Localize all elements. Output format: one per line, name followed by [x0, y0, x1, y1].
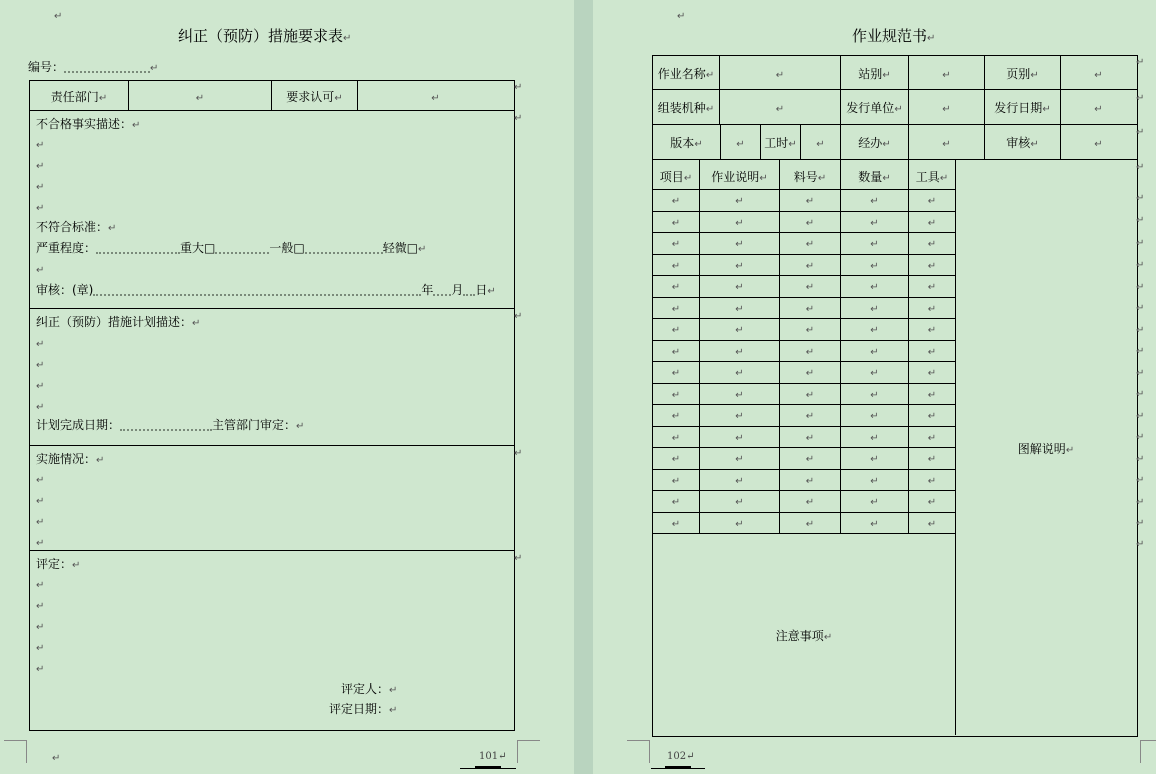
table-cell[interactable]: ↵: [805, 411, 815, 422]
severity-major-checkbox[interactable]: 重大□: [180, 241, 216, 255]
table-cell[interactable]: ↵: [735, 196, 744, 207]
table-cell[interactable]: ↵: [671, 217, 681, 229]
table-cell[interactable]: ↵: [870, 518, 879, 530]
table-cell[interactable]: ↵: [735, 282, 744, 293]
work-hours-label: 工时↵: [764, 136, 797, 150]
model-label: 组装机种↵: [657, 101, 715, 115]
table-cell[interactable]: ↵: [671, 432, 681, 444]
severity-minor-checkbox[interactable]: 轻微□: [382, 241, 419, 255]
spec-title: 作业规范书↵: [852, 27, 936, 45]
station-value[interactable]: ↵: [942, 70, 951, 81]
table-cell[interactable]: ↵: [735, 389, 744, 401]
issue-date-label: 发行日期↵: [994, 101, 1051, 115]
op-name-value[interactable]: ↵: [775, 70, 785, 81]
table-cell[interactable]: ↵: [735, 239, 744, 250]
table-cell[interactable]: ↵: [735, 368, 744, 379]
issue-unit-value[interactable]: ↵: [942, 104, 951, 115]
table-cell[interactable]: ↵: [927, 475, 937, 487]
issue-unit-label: 发行单位↵: [846, 101, 903, 115]
col-desc-header: 作业说明↵: [711, 170, 768, 184]
table-cell[interactable]: ↵: [927, 411, 937, 422]
table-cell[interactable]: ↵: [805, 217, 815, 229]
review-row: 审核：(章) 年 月 日↵: [36, 283, 496, 297]
responsible-dept-label: 责任部门↵: [50, 90, 108, 104]
table-cell[interactable]: ↵: [805, 368, 815, 379]
station-label: 站别↵: [858, 67, 891, 81]
table-cell[interactable]: ↵: [735, 346, 744, 358]
table-cell[interactable]: ↵: [870, 368, 879, 379]
table-cell[interactable]: ↵: [735, 475, 744, 487]
model-value[interactable]: ↵: [775, 104, 785, 115]
table-cell[interactable]: ↵: [805, 454, 815, 465]
op-name-label: 作业名称↵: [657, 67, 715, 81]
requirement-approval-label: 要求认可↵: [286, 90, 343, 104]
page-label: 页别↵: [1006, 67, 1039, 81]
severity-row: 严重程度： 重大□ 一般□ 轻微□↵: [36, 241, 427, 255]
table-cell[interactable]: ↵: [927, 368, 937, 379]
paragraph-mark: ↵: [54, 11, 63, 22]
table-cell[interactable]: ↵: [870, 432, 879, 444]
table-cell[interactable]: ↵: [927, 260, 937, 272]
table-cell[interactable]: ↵: [927, 217, 937, 229]
table-cell[interactable]: ↵: [735, 497, 744, 508]
table-cell[interactable]: ↵: [927, 454, 937, 465]
table-cell[interactable]: ↵: [805, 239, 815, 250]
page-value[interactable]: ↵: [1094, 70, 1103, 81]
table-cell[interactable]: ↵: [671, 196, 681, 207]
page-number-101: 101↵: [479, 751, 507, 762]
table-cell[interactable]: ↵: [671, 368, 681, 379]
version-label: 版本↵: [670, 136, 703, 150]
table-cell[interactable]: ↵: [870, 239, 879, 250]
table-cell[interactable]: ↵: [735, 432, 744, 444]
table-cell[interactable]: ↵: [927, 325, 937, 336]
table-cell[interactable]: ↵: [671, 325, 681, 336]
requirement-approval-value[interactable]: ↵: [431, 93, 440, 104]
review-value[interactable]: ↵: [1094, 139, 1103, 150]
table-cell[interactable]: ↵: [735, 260, 744, 272]
table-cell[interactable]: ↵: [870, 454, 879, 465]
diagram-area: 图解说明↵: [1017, 442, 1075, 456]
table-cell[interactable]: ↵: [735, 411, 744, 422]
table-cell[interactable]: ↵: [671, 303, 681, 315]
evaluation-date-label: 评定日期：↵: [329, 702, 398, 716]
table-cell[interactable]: ↵: [671, 389, 681, 401]
nonconforming-standard-label: 不符合标准：↵: [36, 220, 117, 234]
table-cell[interactable]: ↵: [805, 432, 815, 444]
page-number-102: 102↵: [667, 751, 695, 762]
page-102: ↵ 作业规范书↵ 作业名称↵ ↵ 站别↵ ↵ 页别↵ ↵ 组装机种↵ ↵ 发行单位↵ ↵ 发行日期↵ ↵ 版本↵ ↵ 工时↵ ↵ 经办↵ ↵ 审核↵ ↵ ↵ ↵ ↵ ↵ ↵ ↵ ↵ ↵ ↵ ↵ ↵ ↵ ↵ ↵ ↵ ↵ ↵ ↵ ↵ ↵ ↵ ↵ ↵ ↵ ↵ ↵ ↵ ↵ ↵ ↵ ↵ ↵ ↵ ↵ ↵ ↵ ↵ ↵ ↵ ↵ ↵ ↵ ↵ ↵ ↵ ↵ ↵ ↵ ↵ ↵ ↵ ↵ ↵ ↵ ↵ ↵ ↵ ↵ ↵ ↵ ↵ ↵ ↵ ↵ ↵ ↵ ↵ ↵ ↵ ↵ ↵ ↵ ↵ ↵ ↵ ↵ ↵ ↵ ↵ ↵ 项目↵ 作业说明↵ 料号↵ 数量↵ 工具↵ 图解说明↵ 注意事项↵ ↵ ↵ ↵ ↵ ↵ ↵ ↵ ↵ ↵ ↵ ↵ ↵ ↵ ↵ ↵ ↵ ↵ ↵ ↵ ↵ ↵ 102↵: [593, 0, 1156, 774]
table-cell[interactable]: ↵: [805, 196, 815, 207]
implementation-label: 实施情况：↵: [36, 452, 105, 466]
plan-date-row: 计划完成日期： 主管部门审定：↵: [36, 418, 305, 432]
table-cell[interactable]: ↵: [671, 518, 681, 530]
notes-area: 注意事项↵: [775, 629, 833, 643]
table-cell[interactable]: ↵: [927, 346, 937, 358]
table-cell[interactable]: ↵: [870, 196, 879, 207]
table-cell[interactable]: ↵: [870, 303, 879, 315]
table-cell[interactable]: ↵: [927, 239, 937, 250]
table-cell[interactable]: ↵: [870, 260, 879, 272]
col-tool-header: 工具↵: [915, 170, 949, 184]
plan-desc-label: 纠正（预防）措施计划描述：↵: [36, 315, 201, 329]
table-cell[interactable]: ↵: [671, 239, 681, 250]
table-cell[interactable]: ↵: [671, 282, 681, 293]
responsible-dept-value[interactable]: ↵: [195, 93, 205, 104]
table-cell[interactable]: ↵: [735, 217, 744, 229]
table-cell[interactable]: ↵: [870, 475, 879, 487]
page-101: ↵ 纠正（预防）措施要求表↵ 编号： ↵ 责任部门↵ ↵ 要求认可↵ ↵ 不合格事实描述：↵ ↵ ↵ ↵ ↵ 不符合标准：↵ 严重程度： 重大□ 一般□ 轻微□↵ ↵ 审核：(章) 年 月 日↵ 纠正（预防）措施计划描述：↵ ↵ ↵ ↵ ↵ 计划完成日期： 主管部门审定：↵ 实施情况：↵ ↵ ↵ ↵ ↵ 评定：↵ ↵ ↵ ↵ ↵ ↵ 评定人：↵ 评定日期：↵ ↵ ↵ ↵ ↵ ↵ ↵ 101↵: [0, 0, 574, 774]
table-cell[interactable]: ↵: [927, 389, 937, 401]
table-cell[interactable]: ↵: [927, 497, 937, 508]
table-cell[interactable]: ↵: [870, 346, 879, 358]
table-cell[interactable]: ↵: [927, 432, 937, 444]
col-part-no-header: 料号↵: [793, 170, 827, 184]
table-cell[interactable]: ↵: [805, 475, 815, 487]
table-cell[interactable]: ↵: [805, 303, 815, 315]
table-cell[interactable]: ↵: [671, 411, 681, 422]
table-cell[interactable]: ↵: [671, 475, 681, 487]
handler-label: 经办↵: [858, 136, 891, 150]
table-cell[interactable]: ↵: [735, 303, 744, 315]
table-cell[interactable]: ↵: [870, 325, 879, 336]
table-cell[interactable]: ↵: [805, 497, 815, 508]
table-cell[interactable]: ↵: [671, 346, 681, 358]
table-cell[interactable]: ↵: [671, 497, 681, 508]
handler-value[interactable]: ↵: [942, 139, 951, 150]
table-cell[interactable]: ↵: [927, 518, 937, 530]
table-cell[interactable]: ↵: [735, 325, 744, 336]
table-cell[interactable]: ↵: [927, 196, 937, 207]
table-cell[interactable]: ↵: [870, 411, 879, 422]
col-item-header: 项目↵: [659, 170, 693, 184]
table-cell[interactable]: ↵: [805, 346, 815, 358]
table-cell[interactable]: ↵: [805, 260, 815, 272]
table-cell[interactable]: ↵: [927, 282, 937, 293]
table-cell[interactable]: ↵: [870, 389, 879, 401]
nonconformity-desc-label: 不合格事实描述：↵: [36, 117, 141, 131]
evaluator-label: 评定人：↵: [341, 682, 398, 696]
form-title: 纠正（预防）措施要求表↵: [178, 27, 352, 45]
version-value[interactable]: ↵: [736, 139, 745, 150]
table-cell[interactable]: ↵: [805, 282, 815, 293]
table-cell[interactable]: ↵: [805, 389, 815, 401]
table-cell[interactable]: ↵: [870, 497, 879, 508]
evaluation-label: 评定：↵: [36, 557, 81, 571]
severity-general-checkbox[interactable]: 一般□: [269, 241, 305, 255]
table-cell[interactable]: ↵: [671, 260, 681, 272]
work-hours-value[interactable]: ↵: [816, 139, 825, 150]
table-cell[interactable]: ↵: [735, 454, 744, 465]
table-cell[interactable]: ↵: [805, 518, 815, 530]
issue-date-value[interactable]: ↵: [1094, 104, 1103, 115]
requirement-table: [29, 80, 515, 731]
table-cell[interactable]: ↵: [870, 217, 879, 229]
table-cell[interactable]: ↵: [870, 282, 879, 293]
table-cell[interactable]: ↵: [927, 303, 937, 315]
table-cell[interactable]: ↵: [735, 518, 744, 530]
table-cell[interactable]: ↵: [805, 325, 815, 336]
table-cell[interactable]: ↵: [671, 454, 681, 465]
review-label: 审核↵: [1006, 136, 1039, 150]
number-field[interactable]: 编号： ↵: [28, 60, 159, 74]
col-qty-header: 数量↵: [858, 170, 891, 184]
